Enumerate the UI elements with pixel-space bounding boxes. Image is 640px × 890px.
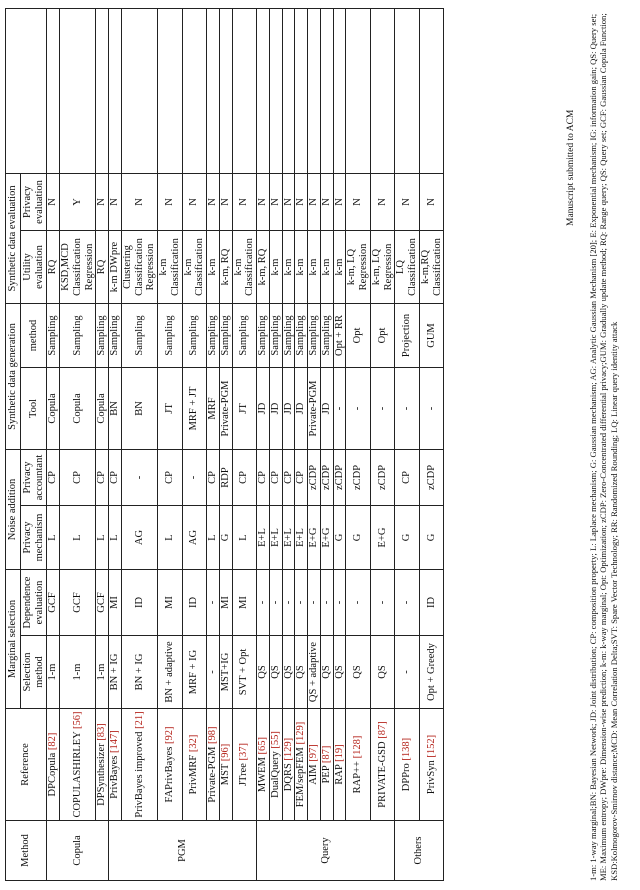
privacy-accountant-cell: CP [47,449,60,505]
reference-name: RAP++ [352,761,364,794]
citation-link[interactable]: [37] [238,742,250,761]
citation-link[interactable]: [21] [133,711,145,729]
selection-method-cell: BN + adaptive [158,636,183,709]
tool-cell: JT [232,367,257,449]
utility-evaluation-cell: k-m, RQ [219,230,232,303]
privacy-mechanism-cell: G [419,506,444,570]
privacy-mechanism-cell: G [346,506,371,570]
privacy-mechanism-cell: E+L [282,506,295,570]
reference-name: RAP [333,764,345,785]
reference-cell [207,709,220,821]
generation-method-cell: Sampling [109,303,122,367]
privacy-accountant-cell: zCDP [308,449,321,505]
privacy-mechanism-cell: L [207,506,220,570]
privacy-accountant-cell: CP [60,449,96,505]
blank-cell [121,8,157,173]
privacy-evaluation-cell: N [257,173,270,230]
privacy-evaluation-cell: N [333,173,346,230]
method-group-cell: Query [257,821,395,881]
reference-name: FEM/sepFEM [295,747,307,808]
privacy-accountant-cell: zCDP [320,449,333,505]
dependence-evaluation-cell: GCF [47,570,60,636]
reference-cell [219,709,232,821]
privacy-mechanism-cell: G [395,506,420,570]
utility-evaluation-cell: k-m Classification [158,230,183,303]
utility-evaluation-cell: RQ [47,230,60,303]
reference-name: PRIVATE-GSD [376,741,388,808]
tool-cell: Private-PGM [219,367,232,449]
privacy-mechanism-cell: L [232,506,257,570]
generation-method-cell: Sampling [232,303,257,367]
utility-evaluation-cell: k-m DWpre [109,230,122,303]
privacy-mechanism-cell: G [219,506,232,570]
reference-name: DualQuery [269,751,281,798]
reference-cell [320,709,333,821]
privacy-evaluation-cell: N [320,173,333,230]
table-row [346,8,371,880]
col-privacy-accountant-header: Privacy accountant [20,449,47,505]
tool-cell: Copula [96,367,109,449]
citation-link[interactable]: [128] [352,735,364,759]
utility-evaluation-cell: k-m,RQ Classification [419,230,444,303]
blank-cell [60,8,96,173]
privacy-accountant-cell: - [182,449,207,505]
selection-method-cell: QS [320,636,333,709]
generation-method-cell: Sampling [182,303,207,367]
col-method-header: Method [6,821,47,881]
col-blank-header [6,8,47,173]
utility-evaluation-cell: k-m, LQ Regression [346,230,371,303]
reference-cell [60,709,96,821]
utility-evaluation-cell: k-m [282,230,295,303]
reference-cell [96,709,109,821]
citation-link[interactable]: [92] [163,726,175,745]
privacy-accountant-cell: CP [207,449,220,505]
dependence-evaluation-cell: GCF [96,570,109,636]
table-row [109,8,122,880]
dependence-evaluation-cell: - [295,570,308,636]
selection-method-cell: QS + adaptive [308,636,321,709]
dependence-evaluation-cell: - [282,570,295,636]
citation-link[interactable]: [147] [109,730,120,753]
privacy-mechanism-cell: E+G [308,506,321,570]
table-row [308,8,321,880]
reference-cell [295,709,308,821]
utility-evaluation-cell: k-m, LQ Regression [370,230,395,303]
table-row [60,8,96,880]
citation-link[interactable]: [82] [47,732,59,751]
citation-link[interactable]: [97] [308,744,319,762]
tool-cell: - [346,367,371,449]
blank-cell [182,8,207,173]
privacy-evaluation-cell: N [419,173,444,230]
reference-name: DQRS [282,763,294,792]
utility-evaluation-cell: k-m [295,230,308,303]
citation-link[interactable]: [152] [425,734,437,758]
method-group-cell: Others [395,821,444,881]
privacy-accountant-cell: RDP [219,449,232,505]
privacy-accountant-cell: zCDP [419,449,444,505]
utility-evaluation-cell: k-m [333,230,346,303]
utility-evaluation-cell: LQ Classification [395,230,420,303]
table-row [269,8,282,880]
reference-cell [395,709,420,821]
reference-cell [257,709,270,821]
privacy-accountant-cell: CP [109,449,122,505]
reference-name: DPCopula [47,752,59,797]
table-body [47,8,444,880]
blank-cell [419,8,444,173]
dependence-evaluation-cell: MI [158,570,183,636]
blank-cell [308,8,321,173]
selection-method-cell: SVT + Opt [232,636,257,709]
tool-cell: JD [295,367,308,449]
table-row [96,8,109,880]
reference-cell [158,709,183,821]
generation-method-cell: Opt + RR [333,303,346,367]
blank-cell [282,8,295,173]
table-row [370,8,395,880]
selection-method-cell: MST+IG [219,636,232,709]
tool-cell: JD [257,367,270,449]
reference-name: PrivBayes improved [133,731,145,818]
selection-method-cell: QS [370,636,395,709]
privacy-mechanism-cell: E+L [295,506,308,570]
dependence-evaluation-cell: - [257,570,270,636]
citation-link[interactable]: [129] [295,721,307,745]
footnote [588,9,619,881]
blank-cell [158,8,183,173]
utility-evaluation-cell: k-m [269,230,282,303]
blank-cell [207,8,220,173]
reference-name: AIM [308,764,319,785]
table-row [395,8,420,880]
col-reference-header: Reference [6,709,47,821]
table-row [207,8,220,880]
tool-cell: BN [109,367,122,449]
reference-name: PrivBayes [109,755,120,799]
tool-cell: MRF [207,367,220,449]
generation-method-cell: Sampling [320,303,333,367]
reference-cell [333,709,346,821]
privacy-accountant-cell: CP [395,449,420,505]
group-marginal-selection: Marginal selection [6,570,21,709]
privacy-evaluation-cell: N [269,173,282,230]
reference-name: JTree [238,763,250,787]
privacy-evaluation-cell: N [295,173,308,230]
table-row [282,8,295,880]
tool-cell: Private-PGM [308,367,321,449]
reference-name: PEP [320,765,332,784]
reference-name: PrivSyn [425,760,437,795]
selection-method-cell: QS [295,636,308,709]
reference-name: MST [219,763,231,786]
reference-name: FAPrivBayes [163,746,175,803]
selection-method-cell: 1-m [47,636,60,709]
citation-link[interactable]: [56] [71,711,83,729]
reference-name: COPULASHIRLEY [71,731,83,818]
selection-method-cell: QS [346,636,371,709]
privacy-mechanism-cell: E+L [257,506,270,570]
privacy-evaluation-cell: N [47,173,60,230]
citation-link[interactable]: [83] [96,723,108,741]
group-synthetic-data-generation: Synthetic data generation [6,303,21,449]
privacy-mechanism-cell: L [60,506,96,570]
dependence-evaluation-cell: MI [232,570,257,636]
blank-cell [269,8,282,173]
privacy-evaluation-cell: N [282,173,295,230]
privacy-accountant-cell: CP [269,449,282,505]
privacy-mechanism-cell: G [333,506,346,570]
dependence-evaluation-cell: MI [109,570,122,636]
citation-link[interactable]: [98] [207,726,218,744]
generation-method-cell: Opt [370,303,395,367]
tool-cell: - [419,367,444,449]
reference-cell [47,709,60,821]
privacy-mechanism-cell: E+L [269,506,282,570]
privacy-evaluation-cell: N [308,173,321,230]
dependence-evaluation-cell: - [207,570,220,636]
col-selection-method-header: Selection method [20,636,47,709]
tool-cell: - [333,367,346,449]
col-privacy-mechanism-header: Privacy mechanism [20,506,47,570]
privacy-evaluation-cell: N [219,173,232,230]
generation-method-cell: Sampling [47,303,60,367]
generation-method-cell: Sampling [121,303,157,367]
citation-link[interactable]: [87] [320,745,332,764]
privacy-accountant-cell: zCDP [346,449,371,505]
reference-cell [308,709,321,821]
selection-method-cell: Opt + Greedy [419,636,444,709]
generation-method-cell: Sampling [96,303,109,367]
privacy-accountant-cell: CP [295,449,308,505]
dependence-evaluation-cell: - [308,570,321,636]
generation-method-cell: Sampling [158,303,183,367]
blank-cell [257,8,270,173]
privacy-mechanism-cell: L [109,506,122,570]
generation-method-cell: Sampling [207,303,220,367]
blank-cell [370,8,395,173]
tool-cell: Copula [60,367,96,449]
generation-method-cell: Sampling [257,303,270,367]
blank-cell [232,8,257,173]
citation-link[interactable]: [129] [282,737,294,761]
group-noise-addition: Noise addition [6,449,21,569]
blank-cell [395,8,420,173]
utility-evaluation-cell: k-m Classification [232,230,257,303]
dependence-evaluation-cell: ID [121,570,157,636]
utility-evaluation-cell: k-m [320,230,333,303]
utility-evaluation-cell: k-m, RQ [257,230,270,303]
reference-cell [419,709,444,821]
privacy-evaluation-cell: N [121,173,157,230]
blank-cell [96,8,109,173]
reference-name: DPSynthesizer [96,743,108,806]
blank-cell [47,8,60,173]
table-row [182,8,207,880]
selection-method-cell: QS [269,636,282,709]
citation-link[interactable]: [65] [257,736,268,755]
dependence-evaluation-cell: ID [419,570,444,636]
privacy-mechanism-cell: L [96,506,109,570]
selection-method-cell: 1-m [96,636,109,709]
selection-method-cell: BN + IG [109,636,122,709]
citation-link[interactable]: [32] [188,734,200,753]
privacy-accountant-cell: CP [232,449,257,505]
reference-cell [370,709,395,821]
col-utility-evaluation-header: Utility evaluation [20,230,47,303]
dependence-evaluation-cell: MI [219,570,232,636]
selection-method-cell: - [395,636,420,709]
dependence-evaluation-cell: - [370,570,395,636]
tool-cell: JT [158,367,183,449]
generation-method-cell: Sampling [269,303,282,367]
privacy-evaluation-cell: N [96,173,109,230]
privacy-mechanism-cell: E+G [370,506,395,570]
running-head: Manuscript submitted to ACM [566,109,576,226]
privacy-accountant-cell: - [121,449,157,505]
table-row [47,8,60,880]
dependence-evaluation-cell: - [395,570,420,636]
privacy-evaluation-cell: N [207,173,220,230]
blank-cell [346,8,371,173]
tool-cell: MRF + JT [182,367,207,449]
generation-method-cell: Projection [395,303,420,367]
table-row [320,8,333,880]
blank-cell [109,8,122,173]
generation-method-cell: GUM [419,303,444,367]
table-row [158,8,183,880]
selection-method-cell: MRF + IG [182,636,207,709]
reference-cell [121,709,157,821]
reference-name: PrivMRF [188,754,200,795]
dependence-evaluation-cell: - [320,570,333,636]
reference-cell [346,709,371,821]
tool-cell: JD [282,367,295,449]
privacy-evaluation-cell: N [395,173,420,230]
privacy-accountant-cell: CP [158,449,183,505]
reference-cell [232,709,257,821]
comparison-table [5,8,444,881]
dependence-evaluation-cell: - [346,570,371,636]
generation-method-cell: Sampling [219,303,232,367]
utility-evaluation-cell: RQ [96,230,109,303]
table-row [219,8,232,880]
selection-method-cell: BN + IG [121,636,157,709]
citation-link[interactable]: [96] [219,743,231,762]
privacy-evaluation-cell: N [158,173,183,230]
utility-evaluation-cell: KSD,MCD Classification Regression [60,230,96,303]
citation-link[interactable]: [55] [269,731,281,749]
privacy-accountant-cell: zCDP [333,449,346,505]
privacy-mechanism-cell: L [158,506,183,570]
privacy-evaluation-cell: N [346,173,371,230]
tool-cell: JD [269,367,282,449]
generation-method-cell: Sampling [282,303,295,367]
selection-method-cell: QS [333,636,346,709]
reference-name: DPPro [401,763,413,792]
utility-evaluation-cell: Clustering Classification Regression [121,230,157,303]
utility-evaluation-cell: k-m [308,230,321,303]
blank-cell [333,8,346,173]
reference-name: Private-PGM [207,746,218,803]
table-row [121,8,157,880]
reference-cell [269,709,282,821]
citation-link[interactable]: [19] [333,744,345,762]
reference-cell [109,709,122,821]
privacy-evaluation-cell: N [182,173,207,230]
tool-cell: - [395,367,420,449]
selection-method-cell: QS [257,636,270,709]
generation-method-cell: Sampling [295,303,308,367]
table-row [333,8,346,880]
utility-evaluation-cell: k-m Classification [182,230,207,303]
dependence-evaluation-cell: GCF [60,570,96,636]
privacy-mechanism-cell: L [47,506,60,570]
header-row-top [6,8,21,880]
table-row [232,8,257,880]
privacy-mechanism-cell: AG [121,506,157,570]
col-tool-header: Tool [20,367,47,449]
privacy-evaluation-cell: N [370,173,395,230]
table-row [257,8,270,880]
footnote-text: 1-m: 1-way marginal;BN: Bayesian Network; JD: Joint distribution; CP: composition property; L: Laplace mechanism; G: Gaussian mechanism; AG: Analytic Gaussian Mechanism [20]; E: Exponential mechanism; IG: information gain; QS: Query set; ME: Maximum entropy; DWpre: Dimension-wise prediction; k-m: k-way marginal; Opt: Optimization; zCDP: Zero-Concentrated differential privacy;GUM: Gradually update method; RQ: Range query; QS: Query set; GCF: Gaussian Copula Function; KSD:Kolmogorov-Smirnov distance;MCD: Mean Correlation Delta;SVT: Spare Vector Technology; RR: Randomized Rounding; LQ: Linear query identity attack [588,13,619,881]
selection-method-cell: QS [282,636,295,709]
citation-link[interactable]: [138] [401,737,413,761]
method-group-cell: Copula [47,821,109,881]
privacy-mechanism-cell: E+G [320,506,333,570]
table-row [419,8,444,880]
selection-method-cell: 1-m [60,636,96,709]
privacy-accountant-cell: CP [257,449,270,505]
privacy-accountant-cell: CP [282,449,295,505]
tool-cell: JD [320,367,333,449]
tool-cell: Copula [47,367,60,449]
table-row [295,8,308,880]
tool-cell: - [370,367,395,449]
reference-cell [282,709,295,821]
tool-cell: BN [121,367,157,449]
dependence-evaluation-cell: ID [182,570,207,636]
col-privacy-evaluation-header: Privacy evaluation [20,173,47,230]
privacy-evaluation-cell: N [232,173,257,230]
privacy-evaluation-cell: N [109,173,122,230]
citation-link[interactable]: [87] [376,721,388,739]
blank-cell [219,8,232,173]
privacy-evaluation-cell: Y [60,173,96,230]
blank-cell [320,8,333,173]
selection-method-cell: - [207,636,220,709]
generation-method-cell: Sampling [308,303,321,367]
col-gen-method-header: method [20,303,47,367]
blank-cell [295,8,308,173]
reference-name: MWEM [257,757,268,793]
reference-cell [182,709,207,821]
privacy-accountant-cell: CP [96,449,109,505]
privacy-accountant-cell: zCDP [370,449,395,505]
method-group-cell: PGM [109,821,257,881]
generation-method-cell: Sampling [60,303,96,367]
utility-evaluation-cell: k-m [207,230,220,303]
dependence-evaluation-cell: - [333,570,346,636]
privacy-mechanism-cell: AG [182,506,207,570]
dependence-evaluation-cell: - [269,570,282,636]
group-synthetic-data-evaluation: Synthetic data evaluation [6,173,21,303]
col-dependence-evaluation-header: Dependence evaluation [20,570,47,636]
generation-method-cell: Opt [346,303,371,367]
